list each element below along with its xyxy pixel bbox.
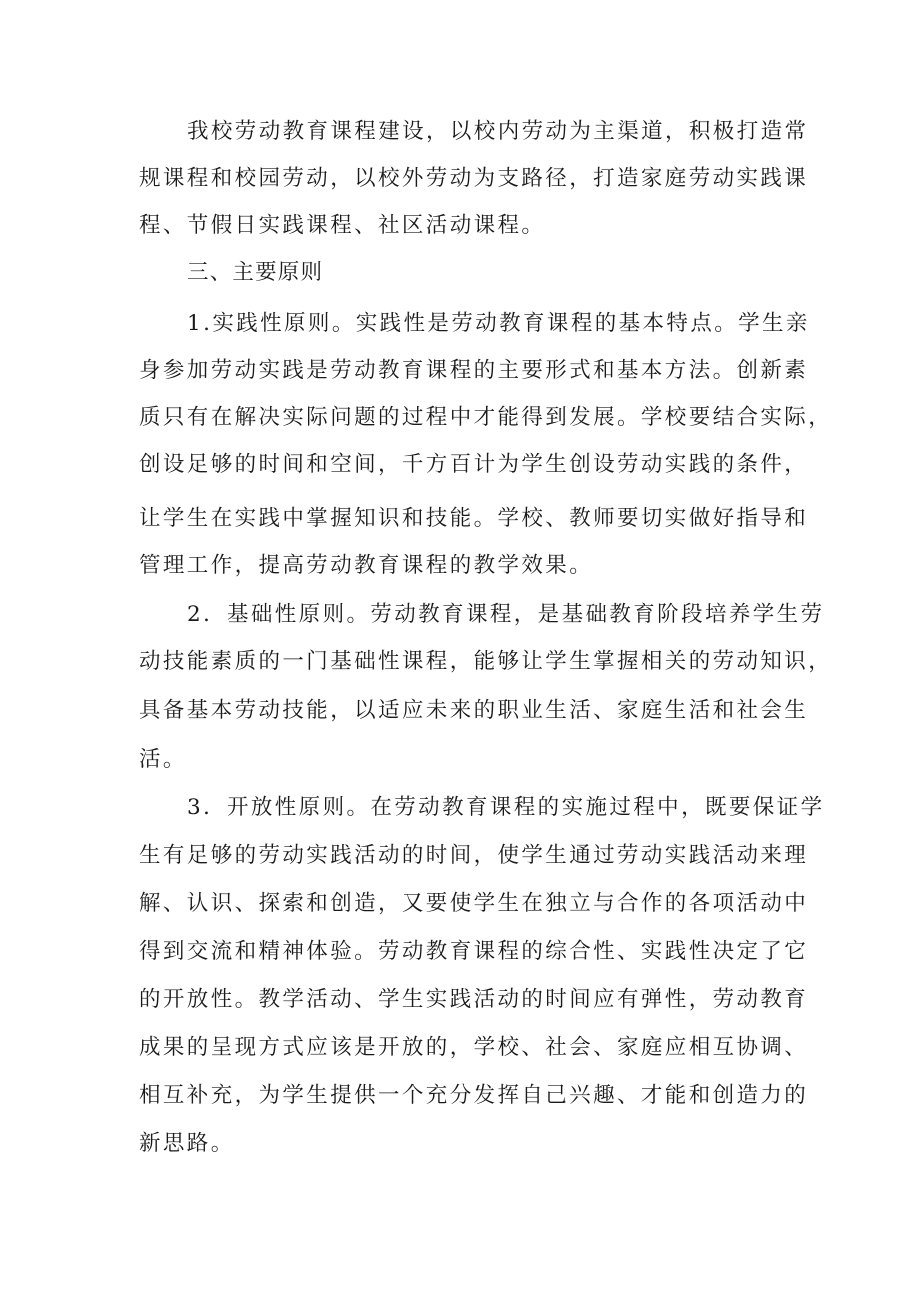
intro-line-1: 我校劳动教育课程建设，以校内劳动为主渠道，积极打造常 <box>187 119 809 144</box>
principle-1-line-5: 让学生在实践中掌握知识和技能。学校、教师要切实做好指导和 <box>139 506 809 531</box>
principle-3-line-6: 成果的呈现方式应该是开放的，学校、社会、家庭应相互协调、 <box>139 1035 809 1060</box>
principle-3-line-2: 生有足够的劳动实践活动的时间，使学生通过劳动实践活动来理 <box>139 843 809 868</box>
principle-3-line-5: 的开放性。教学活动、学生实践活动的时间应有弹性，劳动教育 <box>139 987 809 1012</box>
intro-line-2: 规课程和校园劳动，以校外劳动为支路径，打造家庭劳动实践课 <box>139 166 809 191</box>
principle-2-line-2: 动技能素质的一门基础性课程，能够让学生掌握相关的劳动知识， <box>139 649 833 674</box>
principle-2-line-4: 活。 <box>139 747 187 772</box>
principle-3-line-4: 得到交流和精神体验。劳动教育课程的综合性、实践性决定了它 <box>139 939 809 964</box>
section-heading: 三、主要原则 <box>187 260 324 285</box>
principle-3-line-8: 新思路。 <box>139 1131 235 1156</box>
principle-2-line-1: 2．基础性原则。劳动教育课程，是基础教育阶段培养学生劳 <box>187 602 825 627</box>
principle-1-line-2: 身参加劳动实践是劳动教育课程的主要形式和基本方法。创新素 <box>139 358 809 383</box>
principle-3-line-1: 3．开放性原则。在劳动教育课程的实施过程中，既要保证学 <box>187 795 825 820</box>
principle-3-line-3: 解、认识、探索和创造，又要使学生在独立与合作的各项活动中 <box>139 891 809 916</box>
intro-line-3: 程、节假日实践课程、社区活动课程。 <box>139 213 546 238</box>
principle-3-line-7: 相互补充，为学生提供一个充分发挥自己兴趣、才能和创造力的 <box>139 1083 809 1108</box>
principle-1-line-4: 创设足够的时间和空间，千方百计为学生创设劳动实践的条件， <box>139 452 809 477</box>
principle-1-line-6: 管理工作，提高劳动教育课程的教学效果。 <box>139 553 594 578</box>
principle-1-line-3: 质只有在解决实际问题的过程中才能得到发展。学校要结合实际， <box>139 405 833 430</box>
principle-1-line-1: 1.实践性原则。实践性是劳动教育课程的基本特点。学生亲 <box>187 311 810 336</box>
principle-2-line-3: 具备基本劳动技能，以适应未来的职业生活、家庭生活和社会生 <box>139 698 809 723</box>
